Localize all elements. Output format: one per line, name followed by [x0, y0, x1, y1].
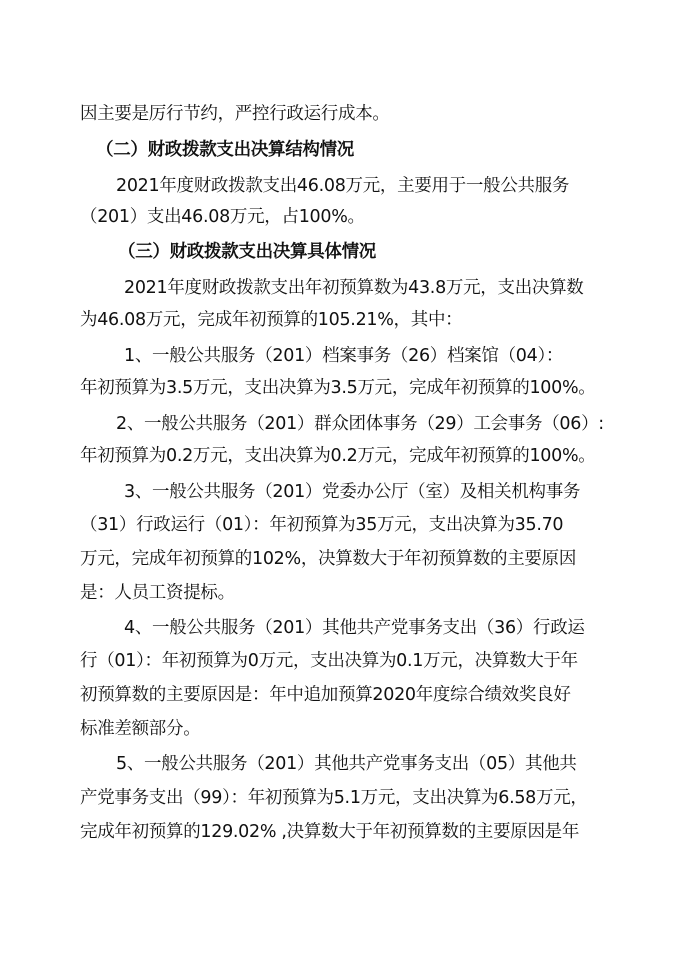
text-line: 5、一般公共服务（201）其他共产党事务支出（05）其他共 — [116, 754, 577, 774]
text-line: 是：人员工资提标。 — [80, 583, 235, 603]
text-line: 2、一般公共服务（201）群众团体事务（29）工会事务（06）: — [116, 414, 604, 434]
section-heading: （三）财政拨款支出决算具体情况 — [118, 242, 376, 262]
text-line: 因主要是厉行节约，严控行政运行成本。 — [80, 104, 390, 124]
text-line: 2021年度财政拨款支出46.08万元，主要用于一般公共服务 — [116, 176, 570, 196]
section-heading: （二）财政拨款支出决算结构情况 — [96, 140, 354, 160]
text-line: （31）行政运行（01）：年初预算为35万元，支出决算为35.70 — [80, 515, 564, 535]
text-line: 标准差额部分。 — [80, 719, 201, 739]
text-line: 1、一般公共服务（201）档案事务（26）档案馆（04）： — [124, 346, 564, 366]
text-line: 初预算数的主要原因是：年中追加预算2020年度综合绩效奖良好 — [80, 685, 571, 705]
text-line: 产党事务支出（99）：年初预算为5.1万元，支出决算为6.58万元， — [80, 788, 588, 808]
text-line: 完成年初预算的129.02% ,决算数大于年初预算数的主要原因是年 — [80, 822, 580, 842]
text-line: 行（01）：年初预算为0万元，支出决算为0.1万元，决算数大于年 — [80, 651, 578, 671]
text-line: 2021年度财政拨款支出年初预算数为43.8万元，支出决算数 — [124, 278, 584, 298]
text-line: 为46.08万元，完成年初预算的105.21%，其中： — [80, 310, 463, 330]
text-line: 4、一般公共服务（201）其他共产党事务支出（36）行政运 — [124, 618, 585, 638]
text-line: 年初预算为0.2万元，支出决算为0.2万元，完成年初预算的100%。 — [80, 446, 596, 466]
text-line: 3、一般公共服务（201）党委办公厅（室）及相关机构事务 — [124, 482, 581, 502]
text-line: （201）支出46.08万元，占100%。 — [80, 207, 365, 227]
text-line: 万元，完成年初预算的102%，决算数大于年初预算数的主要原因 — [80, 549, 577, 569]
text-line: 年初预算为3.5万元，支出决算为3.5万元，完成年初预算的100%。 — [80, 378, 596, 398]
